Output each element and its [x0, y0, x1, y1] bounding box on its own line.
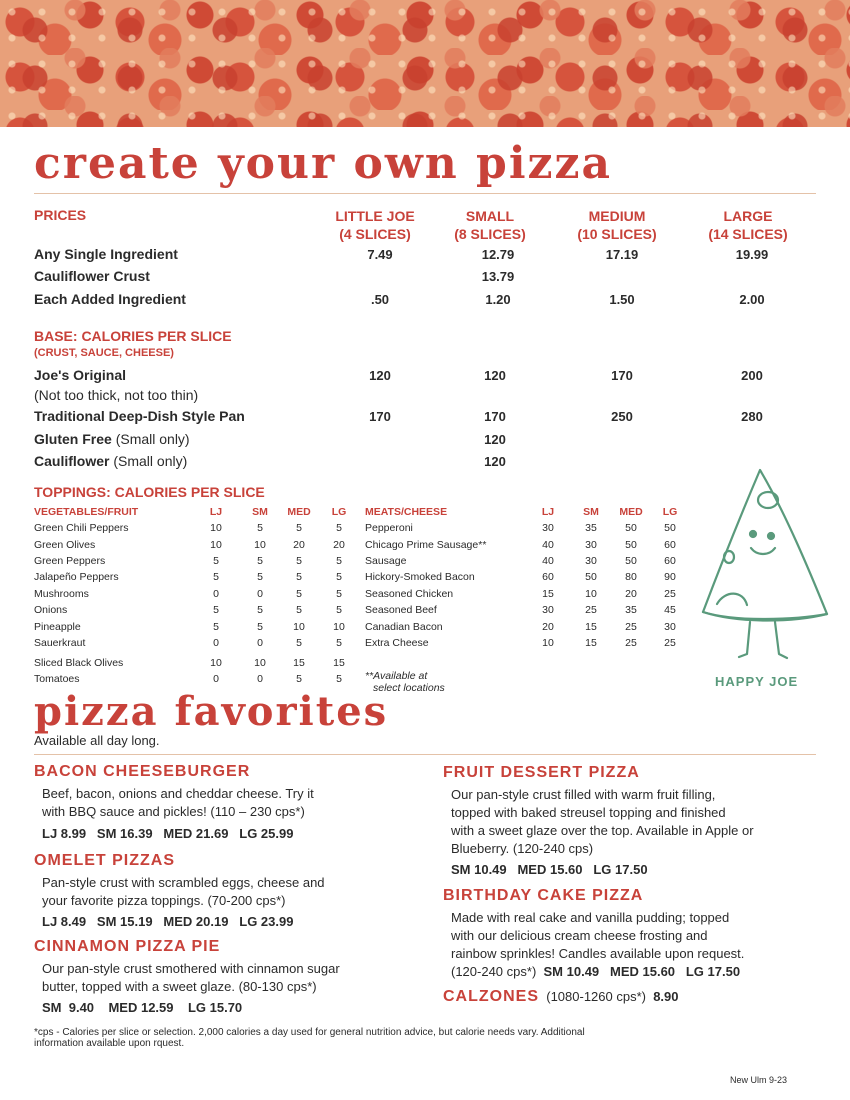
calorie-value: 60 — [664, 539, 676, 551]
calorie-value: 0 — [213, 673, 219, 685]
footnote: *cps - Calories per slice or selection. 2,000 calories a day used for general nutrition advice, but calorie needs vary. Additional information available upon rquest. — [34, 1027, 585, 1049]
size-header: SM — [252, 506, 268, 518]
calorie-value: 40 — [542, 539, 554, 551]
base-subheader: (CRUST, SAUCE, CHEESE) — [34, 347, 174, 359]
col-header-small: SMALL (8 SLICES) — [454, 208, 526, 242]
calorie-value: 0 — [257, 673, 263, 685]
calorie-value: 200 — [741, 368, 763, 383]
calorie-value: 25 — [625, 637, 637, 649]
page-title: create your own pizza — [34, 138, 613, 189]
topping-name: Jalapeño Peppers — [34, 571, 119, 583]
divider — [34, 754, 816, 755]
size-header: LG — [662, 506, 678, 518]
calorie-value: 25 — [585, 604, 597, 616]
happy-joe-mascot — [695, 462, 835, 692]
prices-header: PRICES — [34, 207, 87, 223]
calorie-value: 5 — [336, 588, 342, 600]
calorie-value: 5 — [296, 588, 302, 600]
calorie-value: 15 — [542, 588, 554, 600]
topping-name: Mushrooms — [34, 588, 89, 600]
item-prices: SM 9.40 MED 12.59 LG 15.70 — [42, 1000, 243, 1015]
calorie-value: 35 — [585, 522, 597, 534]
calorie-value: 20 — [625, 588, 637, 600]
price-value: 2.00 — [739, 292, 765, 307]
size-header: SM — [583, 506, 599, 518]
calorie-value: 5 — [336, 637, 342, 649]
mascot-label: HAPPY JOE — [715, 674, 799, 689]
calorie-value: 30 — [542, 604, 554, 616]
location-code: New Ulm 9-23 — [730, 1075, 788, 1085]
calorie-value: 120 — [484, 454, 506, 469]
calorie-value: 15 — [333, 657, 345, 669]
calorie-value: 10 — [585, 588, 597, 600]
favorites-subtitle: Available all day long. — [34, 733, 160, 748]
col-header-little-joe: LITTLE JOE (4 SLICES) — [335, 208, 415, 242]
topping-name: Green Peppers — [34, 555, 106, 567]
calorie-value: 30 — [664, 621, 676, 633]
calorie-value: 5 — [296, 571, 302, 583]
calorie-value: 170 — [369, 409, 391, 424]
calorie-value: 30 — [585, 539, 597, 551]
col-header-medium: MEDIUM (10 SLICES) — [577, 208, 657, 242]
topping-name: Seasoned Beef — [365, 604, 437, 616]
calzones-line: CALZONES (1080-1260 cps*) 8.90 — [443, 988, 679, 1005]
topping-name: Hickory-Smoked Bacon — [365, 571, 475, 583]
topping-name: Canadian Bacon — [365, 621, 443, 633]
topping-name: Sliced Black Olives — [34, 657, 124, 669]
pizza-slice-icon — [695, 462, 835, 672]
size-header: MED — [287, 506, 311, 518]
calorie-value: 5 — [257, 604, 263, 616]
calorie-value: 10 — [210, 522, 222, 534]
item-name: BIRTHDAY CAKE PIZZA — [443, 887, 644, 904]
item-name: CINNAMON PIZZA PIE — [34, 938, 221, 955]
calorie-value: 10 — [254, 657, 266, 669]
calorie-value: 10 — [210, 657, 222, 669]
calorie-value: 250 — [611, 409, 633, 424]
availability-note: **Available at select locations — [365, 670, 445, 694]
item-prices: SM 10.49 MED 15.60 LG 17.50 — [451, 862, 648, 877]
calorie-value: 35 — [625, 604, 637, 616]
row-label: Cauliflower (Small only) — [34, 453, 188, 469]
toppings-header: TOPPINGS: CALORIES PER SLICE — [34, 484, 265, 500]
row-label: Any Single Ingredient — [34, 246, 178, 262]
calorie-value: 170 — [611, 368, 633, 383]
topping-name: Sauerkraut — [34, 637, 86, 649]
calorie-value: 15 — [585, 637, 597, 649]
calorie-value: 5 — [336, 522, 342, 534]
topping-name: Onions — [34, 604, 68, 616]
price-value: 1.50 — [609, 292, 635, 307]
calorie-value: 30 — [542, 522, 554, 534]
meat-header: MEATS/CHEESE — [365, 506, 448, 518]
item-name: OMELET PIZZAS — [34, 852, 175, 869]
topping-name: Sausage — [365, 555, 407, 567]
calorie-value: 0 — [257, 637, 263, 649]
price-value: 1.20 — [485, 292, 511, 307]
calorie-value: 5 — [257, 621, 263, 633]
calorie-value: 5 — [213, 621, 219, 633]
price-value: .50 — [370, 292, 390, 307]
calorie-value: 5 — [257, 522, 263, 534]
topping-name: Green Olives — [34, 539, 96, 551]
calorie-value: 40 — [542, 555, 554, 567]
col-header-large: LARGE (14 SLICES) — [708, 208, 788, 242]
calorie-value: 30 — [585, 555, 597, 567]
row-label: Gluten Free (Small only) — [34, 431, 190, 447]
calorie-value: 15 — [293, 657, 305, 669]
item-prices: (120-240 cps*) SM 10.49 MED 15.60 LG 17.50 — [451, 964, 741, 979]
calorie-value: 45 — [664, 604, 676, 616]
size-header: MED — [619, 506, 643, 518]
size-header: LJ — [541, 506, 555, 518]
calorie-value: 50 — [625, 555, 637, 567]
calorie-value: 5 — [296, 555, 302, 567]
item-description: Beef, bacon, onions and cheddar cheese. Try it with BBQ sauce and pickles! (110 – 230 cps*) — [42, 786, 314, 819]
calorie-value: 25 — [664, 637, 676, 649]
calorie-value: 0 — [257, 588, 263, 600]
calorie-value: 10 — [542, 637, 554, 649]
topping-name: Green Chili Peppers — [34, 522, 129, 534]
calorie-value: 280 — [741, 409, 763, 424]
item-name: FRUIT DESSERT PIZZA — [443, 764, 640, 781]
favorites-title: pizza favorites — [34, 688, 389, 735]
price-value: 19.99 — [735, 247, 769, 262]
calorie-value: 10 — [254, 539, 266, 551]
calorie-value: 170 — [484, 409, 506, 424]
calorie-value: 0 — [213, 588, 219, 600]
size-header: LG — [331, 506, 347, 518]
calorie-value: 80 — [625, 571, 637, 583]
calorie-value: 60 — [664, 555, 676, 567]
calorie-value: 5 — [336, 571, 342, 583]
topping-name: Extra Cheese — [365, 637, 429, 649]
item-description: Made with real cake and vanilla pudding; topped with our delicious cream cheese frosting and rainbow sprinkles! Candles available upon request. — [451, 910, 745, 961]
row-label: Joe's Original — [34, 367, 127, 383]
topping-name: Pineapple — [34, 621, 81, 633]
calorie-value: 5 — [213, 604, 219, 616]
row-label: Traditional Deep-Dish Style Pan — [34, 408, 245, 424]
calorie-value: 10 — [293, 621, 305, 633]
row-note: (Not too thick, not too thin) — [34, 387, 199, 403]
calorie-value: 50 — [585, 571, 597, 583]
calorie-value: 50 — [625, 522, 637, 534]
topping-name: Chicago Prime Sausage** — [365, 539, 487, 551]
topping-name: Pepperoni — [365, 522, 413, 534]
calorie-value: 120 — [484, 432, 506, 447]
item-prices: LJ 8.99 SM 16.39 MED 21.69 LG 25.99 — [42, 826, 294, 841]
calorie-value: 25 — [625, 621, 637, 633]
price-value: 7.49 — [367, 247, 393, 262]
topping-name: Tomatoes — [34, 673, 80, 685]
calorie-value: 5 — [336, 604, 342, 616]
item-name: CALZONES — [443, 988, 539, 1005]
row-label: Cauliflower Crust — [34, 268, 150, 284]
veg-header: VEGETABLES/FRUIT — [34, 506, 139, 518]
calorie-value: 5 — [257, 571, 263, 583]
row-label: Each Added Ingredient — [34, 291, 186, 307]
calorie-value: 25 — [664, 588, 676, 600]
calorie-value: 50 — [625, 539, 637, 551]
calorie-value: 10 — [333, 621, 345, 633]
price-value: 17.19 — [605, 247, 639, 262]
item-description: Our pan-style crust smothered with cinnamon sugar butter, topped with a sweet glaze. (80-130 cps*) — [42, 961, 340, 994]
item-name: BACON CHEESEBURGER — [34, 763, 251, 780]
calorie-value: 5 — [213, 571, 219, 583]
calorie-value: 5 — [296, 673, 302, 685]
price-value: 13.79 — [481, 269, 515, 284]
size-header: LJ — [209, 506, 223, 518]
calorie-value: 60 — [542, 571, 554, 583]
base-header: BASE: CALORIES PER SLICE — [34, 328, 232, 344]
topping-name: Seasoned Chicken — [365, 588, 454, 600]
calorie-value: 0 — [213, 637, 219, 649]
calorie-value: 20 — [542, 621, 554, 633]
calorie-value: 5 — [213, 555, 219, 567]
calorie-value: 15 — [585, 621, 597, 633]
pepperoni-pizza-photo — [0, 0, 850, 127]
calorie-value: 10 — [210, 539, 222, 551]
calorie-value: 5 — [296, 637, 302, 649]
item-description: Our pan-style crust filled with warm fruit filling, topped with baked streusel topping and finished with a sweet glaze over the top. Available in Apple or Blueberry. (120-240 cps) — [451, 787, 754, 856]
item-prices: LJ 8.49 SM 15.19 MED 20.19 LG 23.99 — [42, 914, 294, 929]
item-description: Pan-style crust with scrambled eggs, cheese and your favorite pizza toppings. (70-200 cps*) — [42, 875, 325, 908]
divider — [34, 193, 816, 194]
calorie-value: 50 — [664, 522, 676, 534]
calorie-value: 5 — [336, 555, 342, 567]
calorie-value: 5 — [257, 555, 263, 567]
calorie-value: 120 — [484, 368, 506, 383]
calorie-value: 120 — [369, 368, 391, 383]
calorie-value: 5 — [296, 604, 302, 616]
price-value: 12.79 — [481, 247, 515, 262]
calorie-value: 90 — [664, 571, 676, 583]
calorie-value: 20 — [333, 539, 345, 551]
calorie-value: 5 — [336, 673, 342, 685]
calorie-value: 20 — [293, 539, 305, 551]
calorie-value: 5 — [296, 522, 302, 534]
